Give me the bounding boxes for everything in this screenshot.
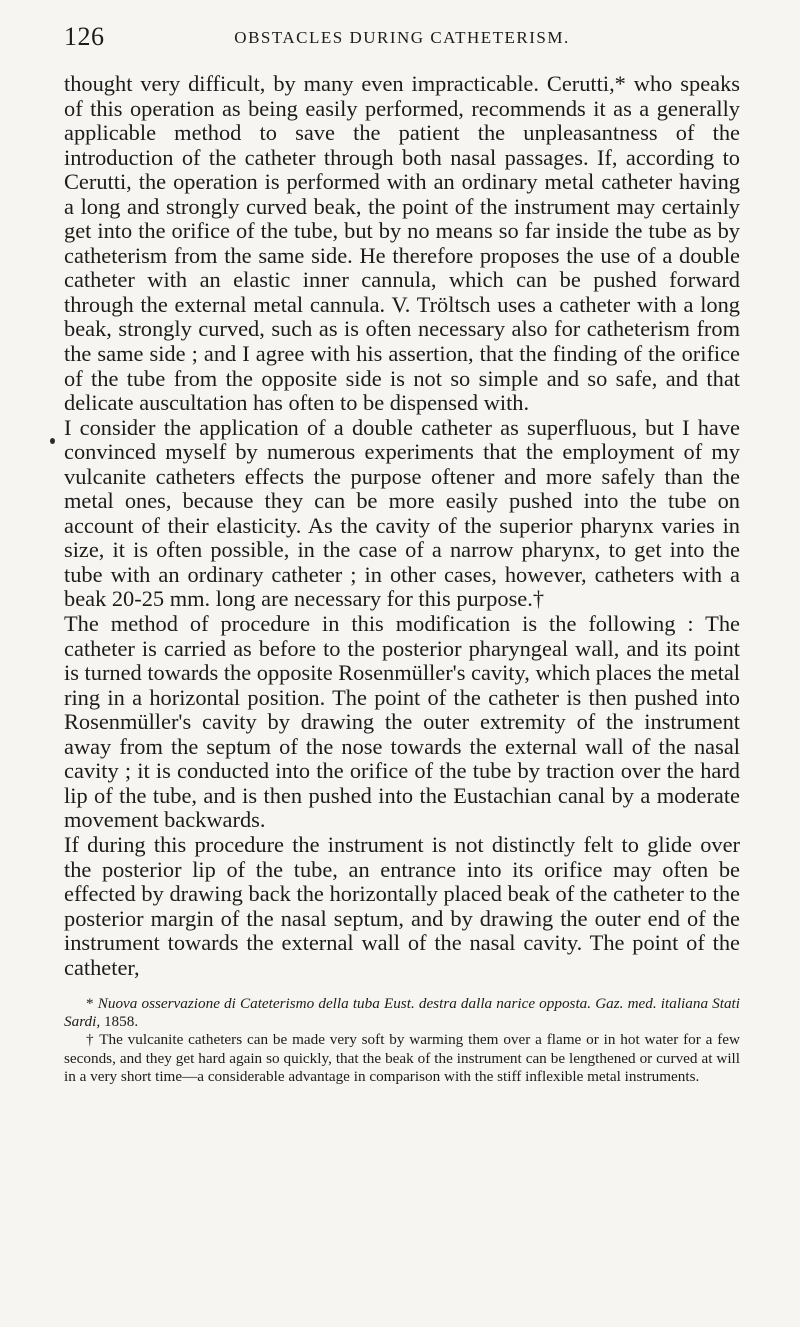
running-head: OBSTACLES DURING CATHETERISM. bbox=[234, 28, 570, 47]
footnotes bbox=[64, 995, 740, 1086]
body-text bbox=[64, 72, 740, 980]
page-header bbox=[64, 22, 740, 52]
paragraph-3: The method of procedure in this modification is the following : The catheter is carried as before to the posterior pharyngeal wall, and its point is turned towards the opposite Rosenmüller's cavity, which places the metal ring in a horizontal position. The point of the catheter is then pushed into Rosenmüller's cavity by drawing the outer extremity of the instrument away from the septum of the nose towards the external wall of the nasal cavity ; it is conducted into the orifice of the tube by traction over the hard lip of the tube, and is then pushed into the Eustachian canal by a moderate movement backwards. bbox=[64, 611, 741, 833]
paragraph-2: I consider the application of a double catheter as superfluous, but I have convinced myself by numerous experiments that the employment of my vulcanite catheters effects the purpose oftener and more safely than the metal ones, because they can be more easily pushed into the tube on account of their elasticity. As the cavity of the superior pharynx varies in size, it is often possible, in the case of a narrow pharynx, to get into the tube with an ordinary catheter ; in other cases, however, catheters with a beak 20-25 mm. long are necessary for this purpose.† bbox=[64, 414, 740, 612]
footnote-1-marker: * bbox=[86, 995, 94, 1012]
footnote-1-year: 1858. bbox=[103, 1013, 139, 1031]
footnote-2 bbox=[64, 1031, 740, 1086]
footnote-1 bbox=[64, 995, 740, 1031]
margin-dot bbox=[50, 438, 55, 444]
footnote-2-text: The vulcanite catheters can be made very soft by warming them over a flame or in hot water for a few seconds, and they get hard again so quickly, that the beak of the instrument can be lengthened or curved at will in a very short time—a considerable advantage in comparison with the stiff inflexible metal instruments. bbox=[64, 1031, 740, 1085]
page-number: 126 bbox=[64, 22, 105, 51]
paragraph-4: If during this procedure the instrument is not distinctly felt to glide over the posterior lip of the tube, an entrance into its orifice may often be effected by drawing back the horizontally placed beak of the catheter to the posterior margin of the nasal septum, and by drawing the outer end of the instrument towards the external wall of the nasal cavity. The point of the catheter, bbox=[64, 831, 740, 980]
paragraph-1: thought very difficult, by many even impracticable. Cerutti,* who speaks of this operation as being easily performed, recommends it as a generally applicable method to save the patient the unpleasantness of the introduction of the catheter through both nasal passages. If, according to Cerutti, the operation is performed with an ordinary metal catheter having a long and strongly curved beak, the point of the instrument may certainly get into the orifice of the tube, but by no means so far inside the tube as by catheterism from the same side. He therefore proposes the use of a double catheter with an elastic inner cannula, which can be pushed forward through the external metal cannula. V. Tröltsch uses a catheter with a long beak, strongly curved, such as is often necessary also for catheterism from the same side ; and I agree with his assertion, that the finding of the orifice of the tube from the opposite side is not so simple and so safe, and that delicate auscultation has often to be dispensed with. bbox=[64, 71, 740, 416]
footnote-2-marker: † bbox=[86, 1031, 95, 1049]
footnote-1-title: Nuova osservazione di Cateterismo della tuba Eust. destra dalla narice opposta. Gaz. med. italiana Stati Sardi, bbox=[64, 995, 740, 1031]
